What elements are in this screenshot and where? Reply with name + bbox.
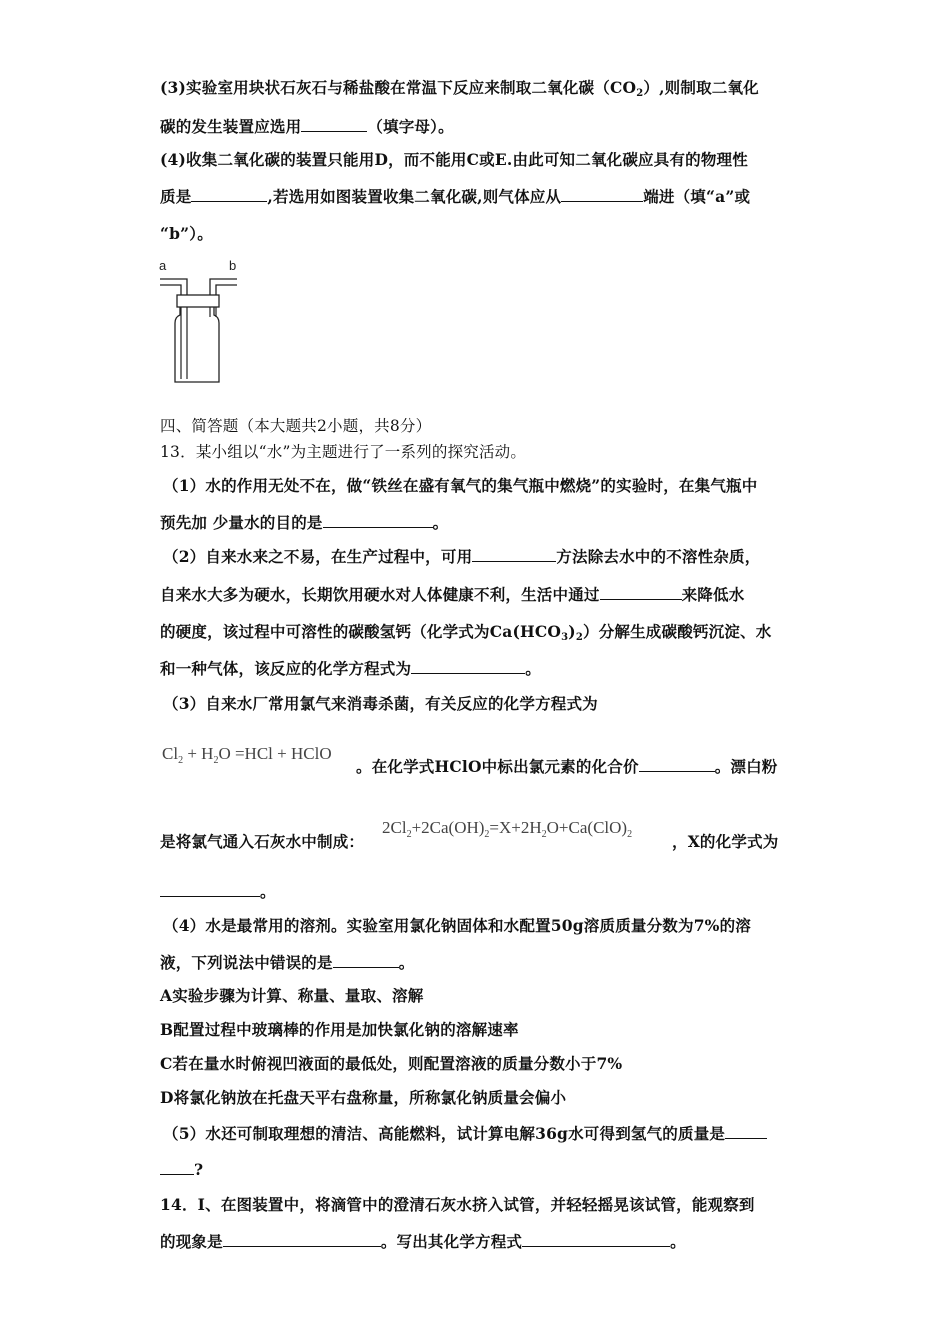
- subscript: 3: [561, 632, 569, 643]
- q13-part3-line2: [356, 757, 778, 777]
- q13-part5-line2: [160, 1160, 203, 1180]
- text: +2Ca(OH): [411, 818, 485, 837]
- text: Cl: [162, 744, 179, 763]
- text: 。: [260, 882, 276, 901]
- answer-blank[interactable]: [223, 1232, 381, 1247]
- q13-part4-line1: [163, 916, 751, 936]
- text: 2Cl: [382, 818, 407, 837]
- q14-line2: [160, 1232, 686, 1252]
- text: （2）自来水来之不易，在生产过程中，可用: [163, 547, 473, 566]
- text: 自来水大多为硬水，长期饮用硬水对人体健康不利，生活中通过: [160, 585, 600, 604]
- q12-part4-line1: [160, 150, 748, 170]
- q14-line1: [160, 1195, 755, 1215]
- text: ，X的化学式为: [672, 832, 779, 851]
- q13-part2-line1: [163, 547, 760, 567]
- text: 液，下列说法中错误的是: [160, 953, 333, 972]
- text: ?: [194, 1160, 204, 1179]
- text: 来降低水: [681, 585, 745, 604]
- text: 预先加 少量水的目的是: [160, 513, 323, 532]
- q13-part2-line3: [160, 622, 771, 648]
- gas-bottle-diagram: [155, 255, 255, 390]
- text: O+Ca(ClO): [546, 818, 628, 837]
- q13-part3-line1: [163, 694, 598, 714]
- text: （4）水是最常用的溶剂。实验室用氯化钠固体和水配置50g溶质质量分数为7%的溶: [163, 916, 752, 935]
- subscript: 2: [636, 88, 644, 99]
- text: （1）水的作用无处不在，做“铁丝在盛有氧气的集气瓶中燃烧”的实验时，在集气瓶中: [163, 476, 758, 495]
- text: (3)实验室用块状石灰石与稀盐酸在常温下反应来制取二氧化碳（CO: [160, 78, 637, 97]
- subscript: 2: [541, 829, 547, 840]
- q13-part3-line3: [160, 832, 364, 852]
- text: 碳的发生装置应选用: [160, 117, 302, 136]
- q13-part4-line2: [160, 953, 414, 973]
- q12-part4-line2: [160, 187, 750, 207]
- text: 端进（填“a”或: [643, 187, 751, 206]
- tube-b: [210, 279, 237, 295]
- q13-part2-line4: [160, 659, 541, 679]
- text: 的硬度，该过程中可溶性的碳酸氢钙（化学式为Ca(HCO: [160, 622, 562, 641]
- subscript: 2: [575, 632, 583, 643]
- stopper: [177, 295, 219, 307]
- text: ,若选用如图装置收集二氧化碳,则气体应从: [267, 187, 562, 206]
- q12-part4-line3: [160, 224, 213, 244]
- text: (4)收集二氧化碳的装置只能用D，而不能用C或E.由此可知二氧化碳应具有的物理性: [160, 150, 748, 169]
- text: （3）自来水厂常用氯气来消毒杀菌，有关反应的化学方程式为: [163, 694, 598, 713]
- answer-blank[interactable]: [561, 187, 643, 202]
- equation-chlorine-water: [162, 744, 332, 771]
- text: 13．某小组以“水”为主题进行了一系列的探究活动。: [160, 443, 527, 461]
- q13-part3-line3-tail: [672, 832, 778, 852]
- text: 。: [398, 953, 415, 972]
- answer-blank[interactable]: [639, 757, 715, 772]
- text: 。: [670, 1232, 686, 1251]
- tube-b-inner: [216, 285, 237, 295]
- section-heading: [160, 416, 431, 436]
- text: O =HCl + HClO: [218, 744, 332, 763]
- text: 。在化学式HClO中标出氯元素的化合价: [356, 757, 639, 776]
- answer-blank[interactable]: [522, 1232, 670, 1247]
- answer-blank[interactable]: [725, 1124, 767, 1139]
- subscript: 2: [406, 829, 412, 840]
- text: 质是: [160, 187, 192, 206]
- option-d: [160, 1088, 566, 1108]
- answer-blank[interactable]: [600, 585, 682, 600]
- text: D将氯化钠放在托盘天平右盘称量，所称氯化钠质量会偏小: [160, 1088, 567, 1107]
- text: 的现象是: [160, 1232, 223, 1251]
- q12-part3-line2: [160, 117, 454, 137]
- subscript: 2: [484, 829, 490, 840]
- q13-part2-line2: [160, 585, 744, 605]
- option-c: [160, 1054, 622, 1074]
- q13-part5-line1: [163, 1124, 767, 1144]
- q13-part1-line2: [160, 513, 448, 533]
- q13-stem: [160, 442, 526, 462]
- option-a: [160, 986, 423, 1006]
- text: ）分解生成碳酸钙沉淀、水: [583, 622, 772, 641]
- q13-part3-line4: [160, 882, 276, 902]
- equation-bleaching-powder: [382, 818, 632, 845]
- label-a: a: [159, 258, 167, 273]
- text: （填字母）。: [367, 117, 454, 136]
- answer-blank[interactable]: [411, 659, 525, 674]
- text: 。漂白粉: [714, 757, 778, 776]
- answer-blank[interactable]: [333, 953, 399, 968]
- q12-part3-line1: [160, 78, 759, 104]
- answer-blank[interactable]: [301, 117, 367, 132]
- label-b: b: [229, 258, 237, 273]
- text: B配置过程中玻璃棒的作用是加快氯化钠的溶解速率: [160, 1020, 519, 1039]
- tube-a: [160, 279, 187, 295]
- answer-blank[interactable]: [191, 187, 267, 202]
- text: 是将氯气通入石灰水中制成：: [160, 832, 365, 851]
- answer-blank[interactable]: [472, 547, 556, 562]
- text: ）,则制取二氧化: [643, 78, 759, 97]
- subscript: 2: [213, 755, 219, 766]
- subscript: 2: [178, 755, 184, 766]
- text: 。: [432, 513, 449, 532]
- text: 方法除去水中的不溶性杂质，: [556, 547, 761, 566]
- text: 。: [525, 659, 541, 678]
- q13-part1-line1: [163, 476, 757, 496]
- text: + H: [183, 744, 214, 763]
- bottle: [175, 307, 219, 382]
- text: 14．Ⅰ、在图装置中，将滴管中的澄清石灰水挤入试管，并轻轻摇晃该试管，能观察到: [160, 1195, 755, 1214]
- answer-blank[interactable]: [323, 513, 433, 528]
- text: =X+2H: [489, 818, 542, 837]
- answer-blank[interactable]: [160, 1160, 194, 1175]
- text: （5）水还可制取理想的清洁、高能燃料，试计算电解36g水可得到氢气的质量是: [163, 1124, 726, 1143]
- text: 四、简答题（本大题共2小题，共8分）: [160, 417, 432, 435]
- answer-blank[interactable]: [160, 882, 260, 897]
- subscript: 2: [627, 829, 633, 840]
- text: C若在量水时俯视凹液面的最低处，则配置溶液的质量分数小于7%: [160, 1054, 623, 1073]
- text: ): [568, 622, 576, 641]
- tube-a-inner: [160, 285, 181, 295]
- text: A实验步骤为计算、称量、量取、溶解: [160, 986, 424, 1005]
- text: 和一种气体，该反应的化学方程式为: [160, 659, 412, 678]
- text: “b”）。: [160, 224, 213, 243]
- option-b: [160, 1020, 519, 1040]
- text: 。写出其化学方程式: [380, 1232, 523, 1251]
